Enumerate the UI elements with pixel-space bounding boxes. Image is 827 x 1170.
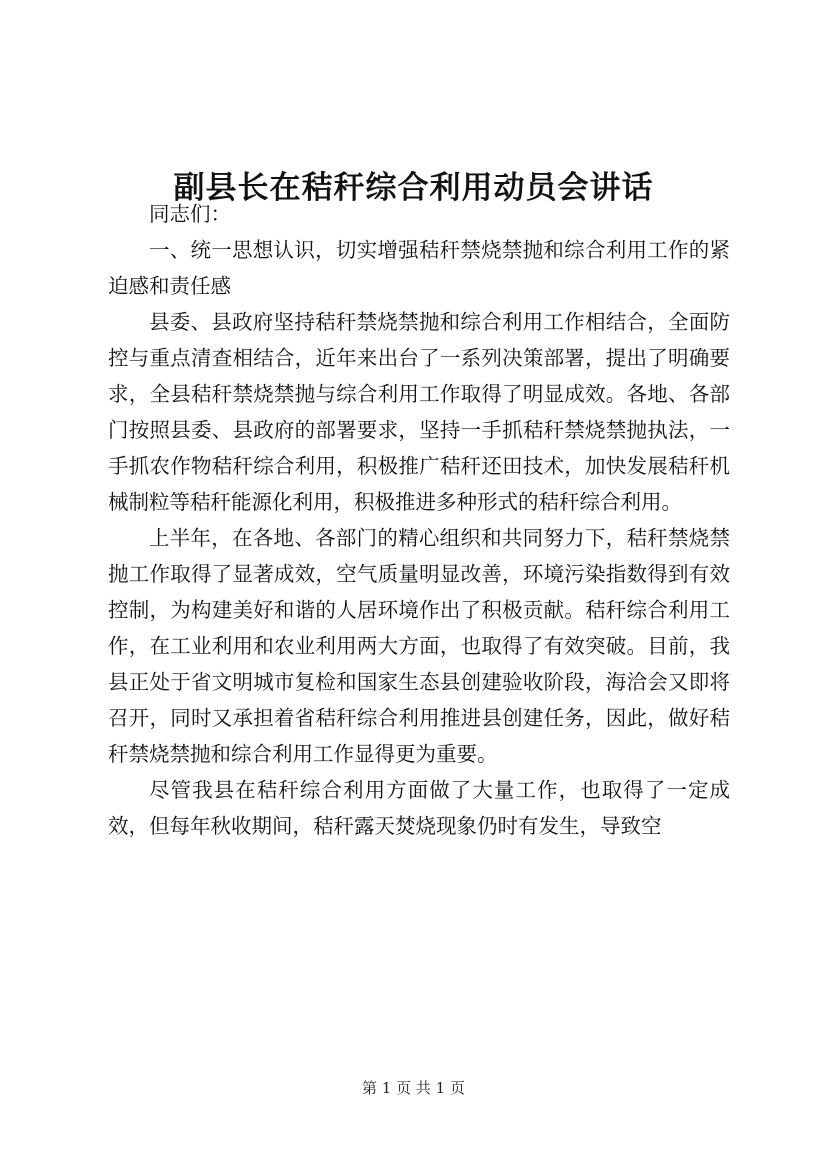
body-paragraph: 县委、县政府坚持秸秆禁烧禁抛和综合利用工作相结合，全面防控与重点清查相结合，近年来出台了一系列决策部署，提出了明确要求，全县秸秆禁烧禁抛与综合利用工作取得了明显成效。各地、各部门按照县委、县政府的部署要求，坚持一手抓秸秆禁烧禁抛执法，一手抓农作物秸秆综合利用，积极推广秸秆还田技术，加快发展秸秆机械制粒等秸秆能源化利用，积极推进多种形式的秸秆综合利用。	[108, 310, 730, 514]
body-paragraph: 上半年，在各地、各部门的精心组织和共同努力下，秸秆禁烧禁抛工作取得了显著成效，空气质量明显改善，环境污染指数得到有效控制，为构建美好和谐的人居环境作出了积极贡献。秸秆综合利用工作，在工业利用和农业利用两大方面，也取得了有效突破。目前，我县正处于省文明城市复检和国家生态县创建验收阶段，海洽会又即将召开，同时又承担着省秸秆综合利用推进县创建任务，因此，做好秸秆禁烧禁抛和综合利用工作显得更为重要。	[108, 526, 730, 766]
salutation-paragraph: 同志们：	[149, 202, 231, 226]
document-body	[108, 196, 730, 844]
body-paragraph: 尽管我县在秸秆综合利用方面做了大量工作，也取得了一定成效，但每年秋收期间，秸秆露天焚烧现象仍时有发生，导致空	[108, 778, 730, 838]
page-footer: 第 1 页 共 1 页	[362, 1079, 465, 1097]
document-title: 副县长在秸秆综合利用动员会讲话	[173, 169, 654, 206]
section-heading-paragraph: 一、统一思想认识，切实增强秸秆禁烧禁抛和综合利用工作的紧迫感和责任感	[108, 238, 730, 298]
